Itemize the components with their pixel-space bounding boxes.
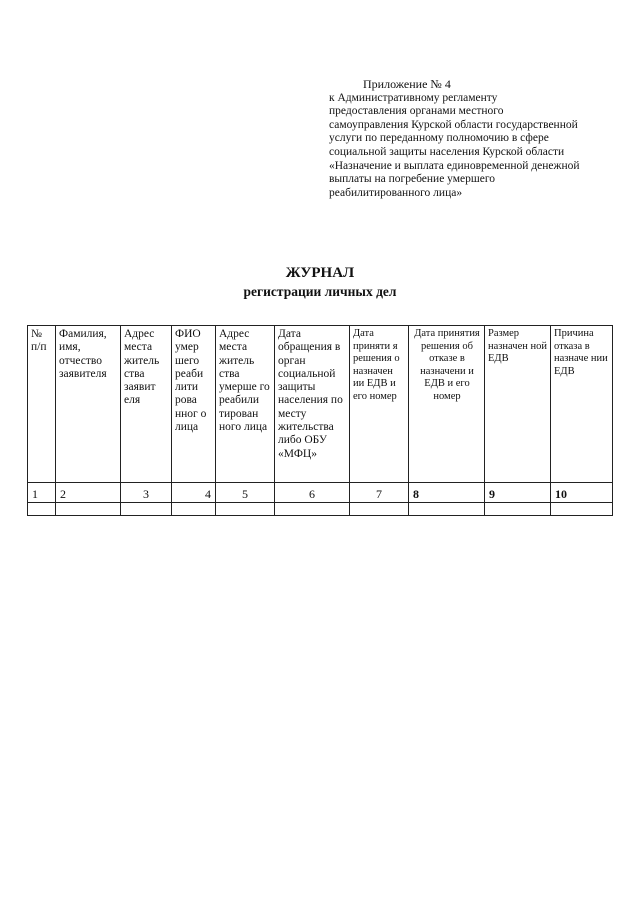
appendix-line: самоуправления Курской области государственной bbox=[329, 118, 578, 131]
column-number-cell: 8 bbox=[409, 483, 485, 503]
table-cell bbox=[275, 503, 350, 516]
column-number-cell: 7 bbox=[350, 483, 409, 503]
column-number-cell: 1 bbox=[28, 483, 56, 503]
journal-subtitle: регистрации личных дел bbox=[243, 284, 397, 299]
appendix-line: услуги по переданному полномочию в сфере bbox=[329, 132, 549, 145]
table-header-cell: Причина отказа в назначе нии ЕДВ bbox=[551, 326, 613, 483]
column-number-cell: 3 bbox=[121, 483, 172, 503]
table-cell bbox=[216, 503, 275, 516]
table-cell bbox=[485, 503, 551, 516]
column-number-cell: 6 bbox=[275, 483, 350, 503]
column-number-cell: 9 bbox=[485, 483, 551, 503]
table-header-cell: Адрес места житель ства умерше го реабили тирован ного лица bbox=[216, 326, 275, 483]
table-cell bbox=[350, 503, 409, 516]
column-number-row bbox=[28, 483, 613, 503]
appendix-line: предоставления органами местного bbox=[329, 105, 504, 118]
table-header-cell: ФИО умер шего реаби лити рова нног о лица bbox=[172, 326, 216, 483]
table-header-cell: Адрес места житель ства заявит еля bbox=[121, 326, 172, 483]
column-number-cell: 10 bbox=[551, 483, 613, 503]
table-header-cell: № п/п bbox=[28, 326, 56, 483]
table-header-cell: Дата принятия решения об отказе в назначени и ЕДВ и его номер bbox=[409, 326, 485, 483]
table-cell bbox=[409, 503, 485, 516]
journal-table bbox=[27, 325, 613, 516]
appendix-block bbox=[329, 78, 629, 200]
column-number-cell: 4 bbox=[172, 483, 216, 503]
table-header-cell: Дата приняти я решения о назначен ии ЕДВ и его номер bbox=[350, 326, 409, 483]
table-header-cell: Дата обращения в орган социальной защиты населения по месту жительства либо ОБУ «МФЦ» bbox=[275, 326, 350, 483]
appendix-line: к Административному регламенту bbox=[329, 91, 498, 104]
appendix-line: социальной защиты населения Курской области bbox=[329, 145, 565, 158]
table-cell bbox=[56, 503, 121, 516]
table-row bbox=[28, 503, 613, 516]
table-header-cell: Размер назначен ной ЕДВ bbox=[485, 326, 551, 483]
appendix-line: «Назначение и выплата единовременной денежной bbox=[329, 159, 580, 172]
table-header-row bbox=[28, 326, 613, 483]
journal-title: ЖУРНАЛ bbox=[285, 265, 355, 281]
appendix-line: реабилитированного лица» bbox=[329, 186, 463, 199]
column-number-cell: 5 bbox=[216, 483, 275, 503]
appendix-line: выплаты на погребение умершего bbox=[329, 173, 496, 186]
table-cell bbox=[121, 503, 172, 516]
column-number-cell: 2 bbox=[56, 483, 121, 503]
table-cell bbox=[551, 503, 613, 516]
table-cell bbox=[28, 503, 56, 516]
appendix-title: Приложение № 4 bbox=[363, 77, 451, 91]
table-header-cell: Фамилия, имя, отчество заявителя bbox=[56, 326, 121, 483]
table-cell bbox=[172, 503, 216, 516]
